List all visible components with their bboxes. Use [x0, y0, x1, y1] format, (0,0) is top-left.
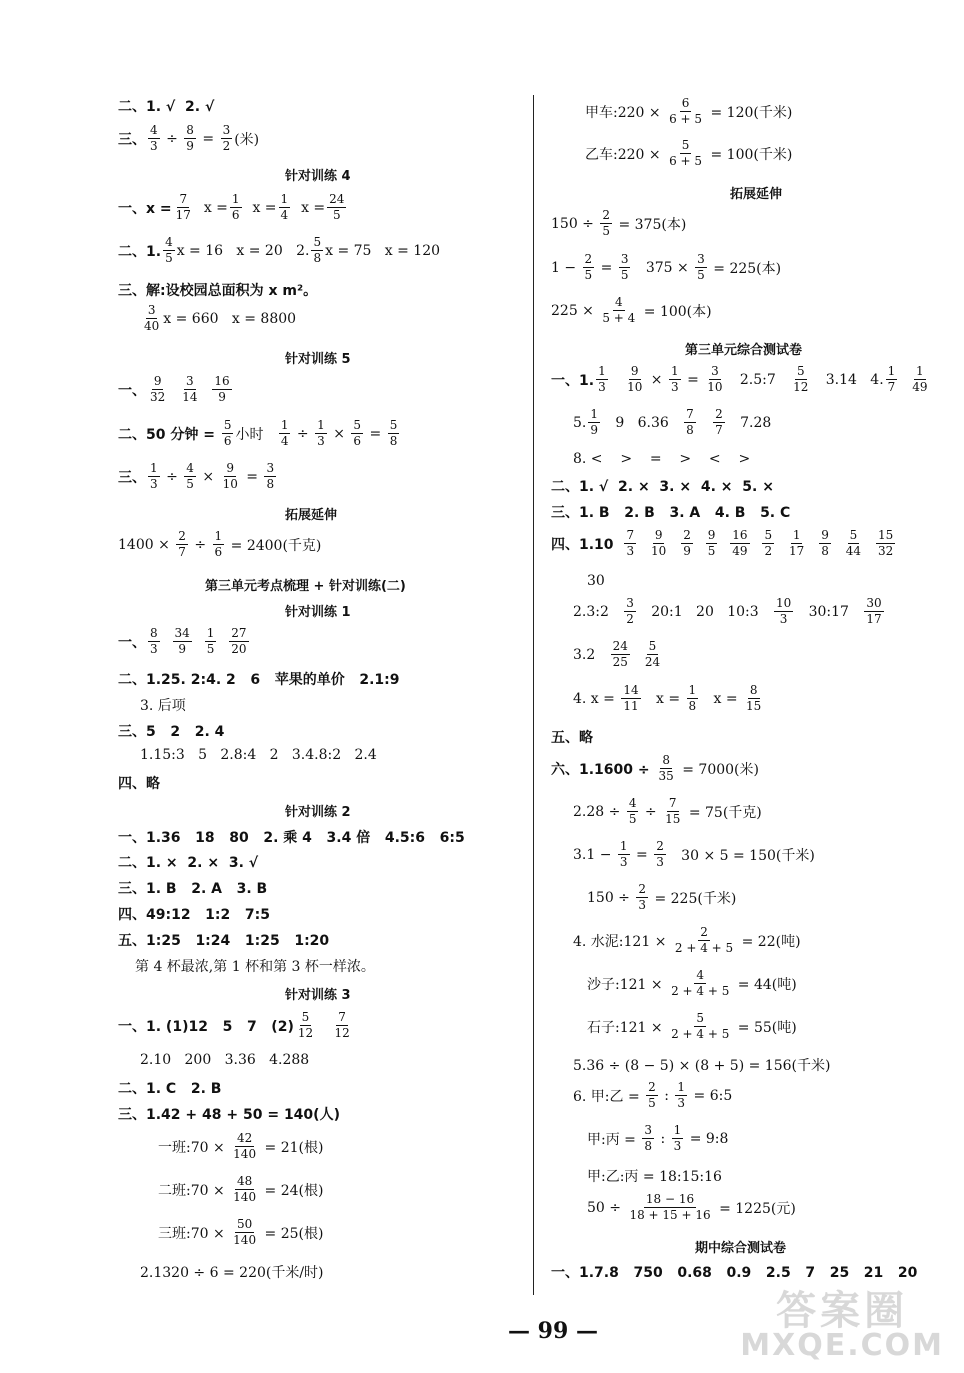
answer-line: 4. x = $\frac{14}{11}$ x = $\frac{1}{8}$ x = $\frac{8}{15}$: [573, 683, 762, 713]
answer-line: 6. 甲:乙 = $\frac{2}{5}$ : $\frac{1}{3}$ = 6:5: [573, 1080, 733, 1110]
answer-line: 1 − $\frac{2}{5}$ = $\frac{3}{5}$ 375 × $\frac{3}{5}$ = 225(本): [551, 252, 782, 282]
answer-line: 甲:丙 = $\frac{3}{8}$ : $\frac{1}{3}$ = 9:8: [587, 1123, 729, 1153]
answer-line: 三、5 2 2. 4: [118, 724, 225, 740]
answer-line: 30: [587, 573, 605, 589]
answer-line: 50 ÷ $\frac{18 - 16}{18 + 15 + 16}$ = 1225(元): [587, 1192, 796, 1222]
answer-line: 3. 后项: [140, 698, 186, 714]
answer-line: 二、1. √ 2. × 3. × 4. × 5. ×: [551, 479, 774, 495]
answer-line: 二班:70 × $\frac{48}{140}$ = 24(根): [158, 1174, 324, 1204]
answer-line: 一、1. (1)12 5 7 (2) $\frac{5}{12}$ $\frac{7}{12}$: [118, 1010, 350, 1040]
answer-line: 3.1 − $\frac{1}{3}$ = $\frac{2}{3}$ 30 × 5 = 150(千米): [573, 839, 815, 869]
section-heading: 第三单元综合测试卷: [685, 343, 803, 358]
answer-line: 三、解:设校园总面积为 x m²。: [118, 283, 318, 299]
answer-line: 225 × $\frac{4}{5 + 4}$ = 100(本): [551, 295, 712, 325]
answer-line: 四、49:12 1:2 7:5: [118, 907, 270, 923]
answer-line: 一、1. $\frac{1}{3}$ $\frac{9}{10}$ × $\frac{1}{3}$ = $\frac{3}{10}$ 2.5:7 $\frac{5}{12}$ 3.14 4. $\frac{1}{7}$ $\frac{1}{49}$: [551, 364, 928, 394]
section-heading: 第三单元考点梳理 + 针对训练(二): [205, 579, 406, 594]
answer-line: 石子:121 × $\frac{5}{2 + 4 + 5}$ = 55(吨): [587, 1011, 797, 1041]
answer-line: 五、略: [551, 730, 593, 746]
answer-line: 四、略: [118, 776, 160, 792]
answer-line: 三、 $\frac{1}{3}$ ÷ $\frac{4}{5}$ × $\frac{9}{10}$ = $\frac{3}{8}$: [118, 461, 275, 491]
answer-line: 1.15:3 5 2.8:4 2 3.4.8:2 2.4: [140, 747, 377, 763]
answer-line: 1400 × $\frac{2}{7}$ ÷ $\frac{1}{6}$ = 2400(千克): [118, 529, 322, 559]
fraction: $\frac{8}{9}$: [186, 123, 194, 153]
section-heading: 针对训练 1: [285, 605, 351, 620]
answer-line: 一、x = $\frac{7}{17}$ x = $\frac{1}{6}$ x = $\frac{1}{4}$ x = $\frac{24}{5}$: [118, 192, 345, 222]
answer-line: 六、1.1600 ÷ $\frac{8}{35}$ = 7000(米): [551, 753, 759, 783]
answer-line: 三、 $\frac{4}{3}$ ÷ $\frac{8}{9}$ = $\frac{3}{2}$ (米): [118, 123, 260, 153]
answer-line: 二、1. $\frac{4}{5}$ x = 16 x = 20 2. $\frac{5}{8}$ x = 75 x = 120: [118, 235, 441, 265]
section-heading: 针对训练 4: [285, 169, 351, 184]
fraction: $\frac{4}{3}$: [150, 123, 158, 153]
answer-line: 2.10 200 3.36 4.288: [140, 1052, 310, 1068]
answer-line: 甲:乙:丙 = 18:15:16: [587, 1169, 722, 1185]
answer-line: 第 4 杯最浓,第 1 杯和第 3 杯一样浓。: [135, 959, 375, 975]
fraction: $\frac{5}{44}$: [845, 528, 862, 558]
section-heading: 拓展延伸: [730, 187, 783, 202]
answer-line: 一、1.7.8 750 0.68 0.9 2.5 7 25 21 20: [551, 1265, 918, 1281]
answer-line: 二、1. C 2. B: [118, 1081, 222, 1097]
fraction: $\frac{2}{9}$: [683, 528, 691, 558]
answer-line: 五、1:25 1:24 1:25 1:20: [118, 933, 330, 949]
answer-line: 二、50 分钟 = $\frac{5}{6}$ 小时 $\frac{1}{4}$ ÷ $\frac{1}{3}$ × $\frac{5}{6}$ = $\frac{5}{8}$: [118, 418, 398, 448]
answer-line: 4. 水泥:121 × $\frac{2}{2 + 4 + 5}$ = 22(吨): [573, 925, 801, 955]
fraction: $\frac{9}{8}$: [821, 528, 829, 558]
column-divider: [533, 95, 534, 1295]
fraction: $\frac{9}{5}$: [707, 528, 716, 558]
answer-line: 乙车:220 × $\frac{5}{6 + 5}$ = 100(千米): [585, 138, 793, 168]
fraction: $\frac{3}{2}$: [222, 123, 231, 153]
answer-line: 二、1. √ 2. √: [118, 99, 215, 115]
watermark-logo: 答案圈 MXQE.COM: [740, 1288, 944, 1363]
answer-line: 三班:70 × $\frac{50}{140}$ = 25(根): [158, 1217, 324, 1247]
answer-line: 3.2 $\frac{24}{25}$ $\frac{5}{24}$: [573, 639, 661, 669]
section-heading: 拓展延伸: [285, 508, 338, 523]
answer-line: 二、1.25. 2:4. 2 6 苹果的单价 2.1:9: [118, 672, 400, 688]
answer-line: 2.1320 ÷ 6 = 220(千米/时): [140, 1265, 324, 1281]
answer-line: 2.28 ÷ $\frac{4}{5}$ ÷ $\frac{7}{15}$ = 75(千克): [573, 796, 762, 826]
answer-line: $\frac{3}{40}$ x = 660 x = 8800: [144, 303, 297, 333]
fraction: $\frac{7}{3}$: [626, 528, 635, 558]
section-heading: 针对训练 5: [285, 352, 351, 367]
answer-line: 二、1. × 2. × 3. √: [118, 855, 259, 871]
answer-line: 8. < > = > < >: [573, 451, 751, 467]
answer-line: 150 ÷ $\frac{2}{3}$ = 225(千米): [587, 882, 737, 912]
answer-line: 四、1.10 $\frac{7}{3}$ $\frac{9}{10}$ $\frac{2}{9}$ $\frac{9}{5}$ $\frac{16}{49}$ $\frac{5}{2}$ $\frac{1}{17}$ $\frac{9}{8}$ $\frac{5}{44}$ $\frac{15}{32}$: [551, 528, 894, 558]
fraction: $\frac{9}{10}$: [651, 528, 667, 558]
answer-line: 三、1. B 2. A 3. B: [118, 881, 268, 897]
answer-line: 一、 $\frac{8}{3}$ $\frac{34}{9}$ $\frac{1}{5}$ $\frac{27}{20}$: [118, 626, 247, 656]
fraction: $\frac{1}{17}$: [789, 528, 805, 558]
answer-line: 5. $\frac{1}{9}$ 9 6.36 $\frac{7}{8}$ $\frac{2}{7}$ 7.28: [573, 407, 772, 437]
answer-line: 沙子:121 × $\frac{4}{2 + 4 + 5}$ = 44(吨): [587, 968, 797, 998]
section-heading: 针对训练 2: [285, 805, 351, 820]
fraction: $\frac{5}{2}$: [764, 528, 773, 558]
answer-line: 5.36 ÷ (8 − 5) × (8 + 5) = 156(千米): [573, 1058, 831, 1074]
answer-line: 一、 $\frac{9}{32}$ $\frac{3}{14}$ $\frac{16}{9}$: [118, 374, 230, 404]
answer-line: 150 ÷ $\frac{2}{5}$ = 375(本): [551, 208, 687, 238]
answer-line: 甲车:220 × $\frac{6}{6 + 5}$ = 120(千米): [585, 96, 793, 126]
page-number: — 99 —: [508, 1318, 598, 1344]
answer-line: 三、1.42 + 48 + 50 = 140(人): [118, 1107, 340, 1123]
answer-line: 一、1.36 18 80 2. 乘 4 3.4 倍 4.5:6 6:5: [118, 830, 465, 846]
section-heading: 针对训练 3: [285, 988, 351, 1003]
section-heading: 期中综合测试卷: [695, 1241, 787, 1256]
fraction: $\frac{16}{49}$: [732, 528, 748, 558]
answer-line: 一班:70 × $\frac{42}{140}$ = 21(根): [158, 1131, 324, 1161]
fraction: $\frac{15}{32}$: [877, 528, 894, 558]
answer-line: 三、1. B 2. B 3. A 4. B 5. C: [551, 505, 791, 521]
answer-line: 2.3:2 $\frac{3}{2}$ 20:1 20 10:3 $\frac{10}{3}$ 30:17 $\frac{30}{17}$: [573, 596, 882, 626]
